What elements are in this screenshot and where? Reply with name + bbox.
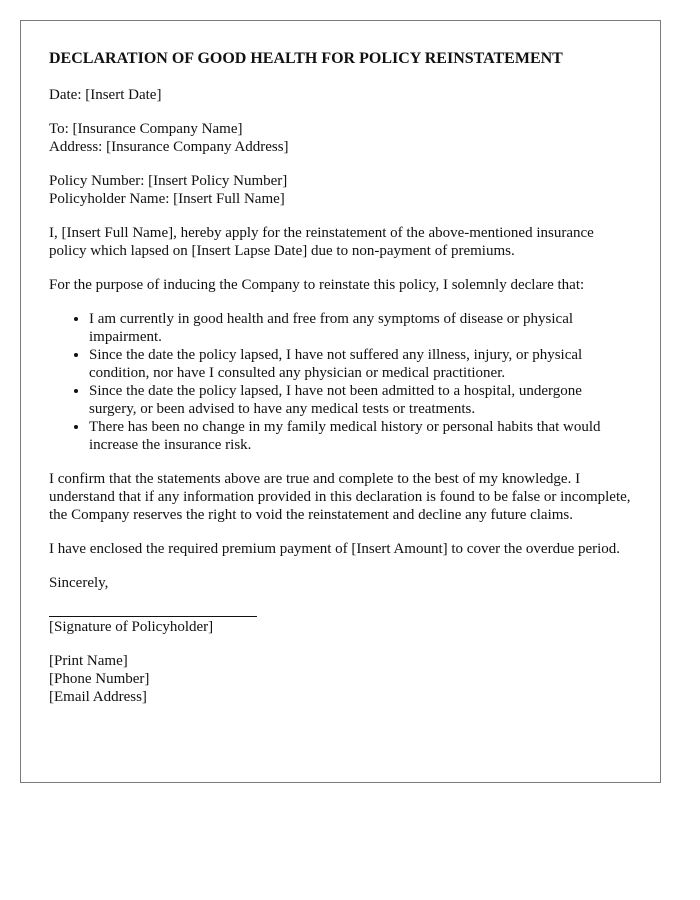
print-name: [Print Name] bbox=[49, 653, 128, 669]
declaration-item: • Since the date the policy lapsed, I have not been admitted to a hospital, undergone surgery, or been advised to have any medical tests or treatments. bbox=[89, 382, 632, 418]
declaration-intro: For the purpose of inducing the Company to reinstate this policy, I solemnly declare that: bbox=[49, 277, 585, 293]
date-line: Date: [Insert Date] bbox=[49, 87, 162, 103]
confirmation-paragraph: I confirm that the statements above are true and complete to the best of my knowledge. I understand that if any information provided in this declaration is found to be false or incomplete, the Company reserves the right to void the reinstatement and decline any future claims. bbox=[49, 471, 631, 523]
contact-block bbox=[49, 652, 632, 706]
declarations-list bbox=[49, 310, 632, 454]
declaration-document bbox=[20, 20, 661, 783]
phone-number: [Phone Number] bbox=[49, 671, 150, 687]
payment-paragraph: I have enclosed the required premium payment of [Insert Amount] to cover the overdue period. bbox=[49, 541, 621, 557]
document-title: DECLARATION OF GOOD HEALTH FOR POLICY REINSTATEMENT bbox=[49, 50, 563, 67]
policyholder-name: Policyholder Name: [Insert Full Name] bbox=[49, 191, 285, 207]
policy-number: Policy Number: [Insert Policy Number] bbox=[49, 173, 288, 189]
recipient-block bbox=[49, 120, 632, 156]
recipient-company: To: [Insurance Company Name] bbox=[49, 121, 243, 137]
declaration-item: • There has been no change in my family medical history or personal habits that would increase the insurance risk. bbox=[89, 418, 632, 454]
closing: Sincerely, bbox=[49, 575, 109, 591]
policy-details-block bbox=[49, 172, 632, 208]
signature-line bbox=[49, 616, 257, 617]
signature-label: [Signature of Policyholder] bbox=[49, 619, 214, 635]
email-address: [Email Address] bbox=[49, 689, 147, 705]
declaration-item: • Since the date the policy lapsed, I have not suffered any illness, injury, or physical condition, nor have I consulted any physician or medical practitioner. bbox=[89, 346, 632, 382]
intro-paragraph: I, [Insert Full Name], hereby apply for the reinstatement of the above-mentioned insurance policy which lapsed on [Insert Lapse Date] due to non-payment of premiums. bbox=[49, 225, 594, 259]
recipient-address: Address: [Insurance Company Address] bbox=[49, 139, 289, 155]
declaration-item: • I am currently in good health and free from any symptoms of disease or physical impairment. bbox=[89, 310, 632, 346]
